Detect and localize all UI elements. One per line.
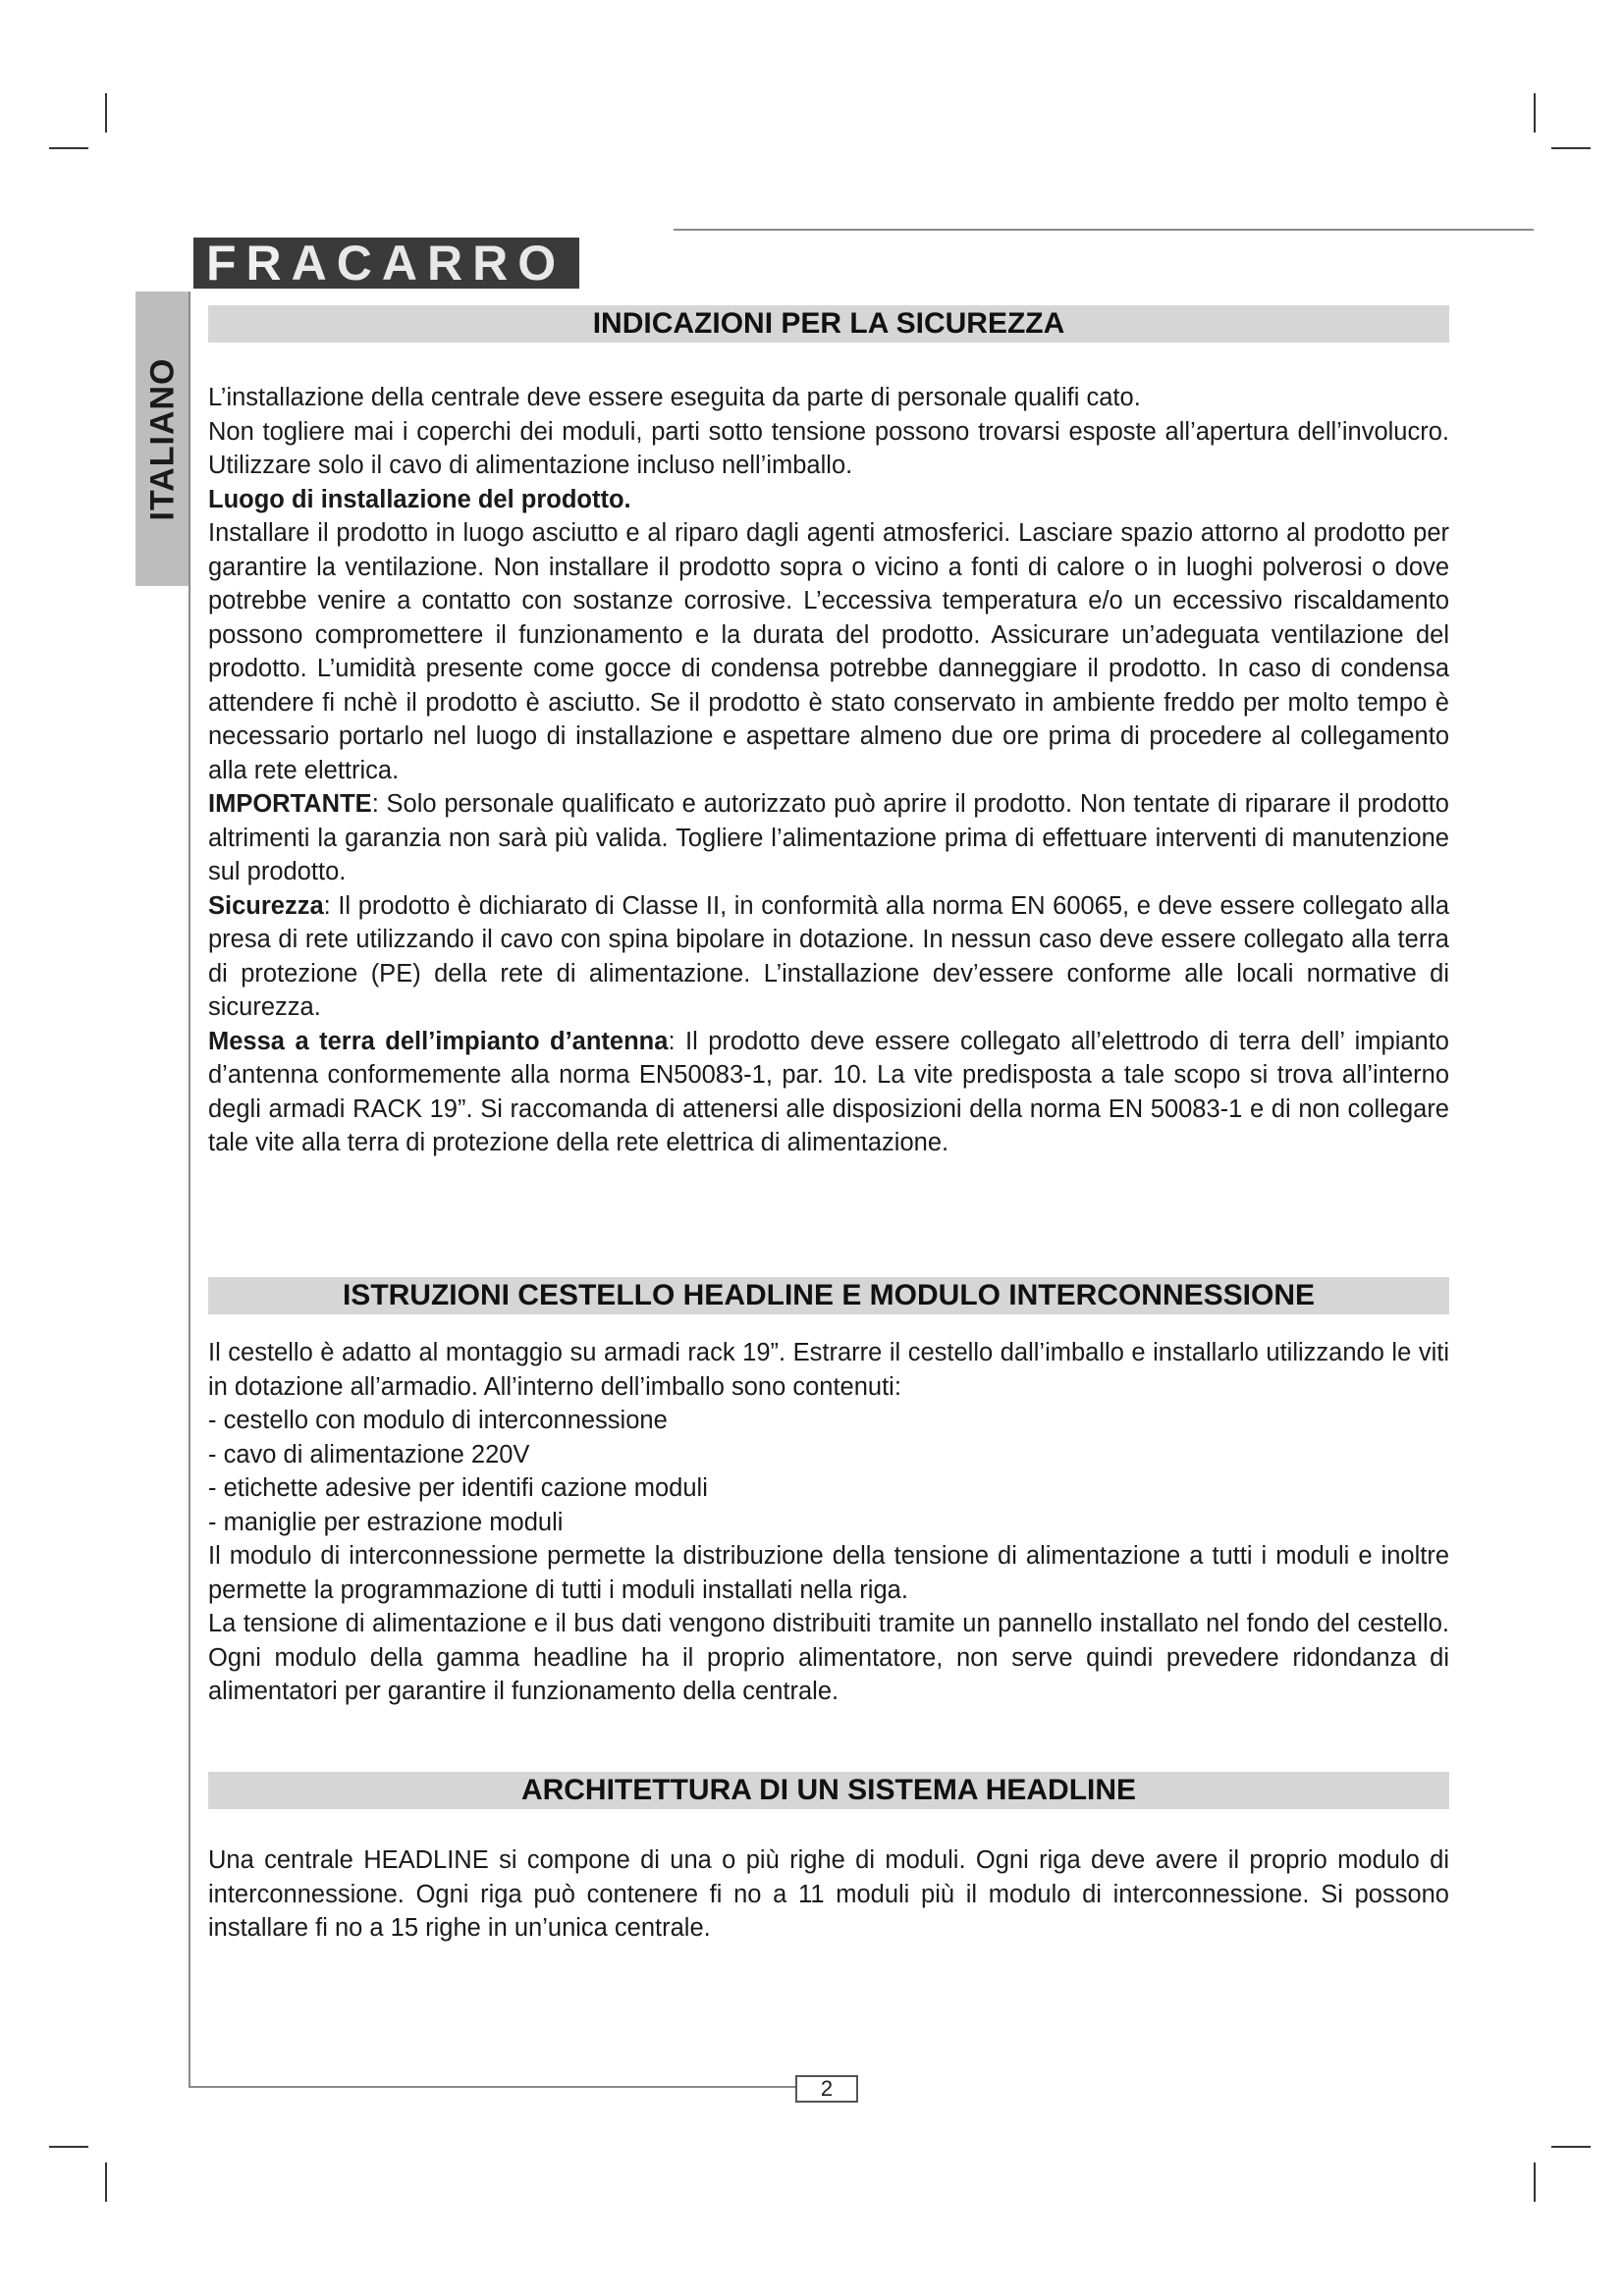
brand-logo-part2: ACARRO: [291, 236, 567, 291]
crop-mark: [49, 147, 88, 149]
ground-paragraph: [208, 1025, 1449, 1160]
safety-paragraph-1: L’installazione della centrale deve essere eseguita da parte di personale qualifi cato.: [208, 384, 1141, 411]
brand-logo-part1: FR: [206, 236, 292, 291]
crop-mark: [105, 2163, 107, 2202]
safety-section-body: [208, 381, 1449, 1160]
architecture-section-body: [208, 1843, 1449, 1946]
crop-mark: [105, 93, 107, 133]
page-frame-bottom: [189, 2086, 795, 2088]
section-title-instructions: ISTRUZIONI CESTELLO HEADLINE E MODULO INTERCONNESSIONE: [208, 1277, 1449, 1314]
ground-label: Messa a terra dell’impianto d’antenna: [208, 1027, 669, 1055]
header-rule: [674, 229, 1534, 231]
crop-mark: [1534, 2163, 1536, 2202]
instructions-paragraph-3: La tensione di alimentazione e il bus dati vengono distribuiti tramite un pannello installato nel fondo del cestello. Ogni modulo della gamma headline ha il proprio alimentatore, non serve quindi prevedere ridondanza di alimentatori per garantire il funzionamento della centrale.: [208, 1610, 1449, 1705]
crop-mark: [1551, 147, 1591, 149]
list-item: - etichette adesive per identifi cazione moduli: [208, 1474, 708, 1502]
ground-text: : Il prodotto deve essere collegato all’elettrodo di terra dell’ impianto d’antenna conformemente alla norma EN50083-1, par. 10. La vite predisposta a tale scopo si trova all’interno degli armadi RACK 19”. Si raccomanda di attenersi alle disposizioni della norma EN 50083-1 e di non collegare tale vite alla terra di protezione della rete elettrica di alimentazione.: [208, 1027, 1449, 1156]
instructions-section-body: [208, 1336, 1449, 1709]
page-number: 2: [795, 2075, 858, 2103]
location-heading: [208, 483, 1449, 517]
important-text: : Solo personale qualificato e autorizzato può aprire il prodotto. Non tentate di riparare il prodotto altrimenti la garanzia non sarà più valida. Togliere l’alimentazione prima di effettuare interventi di manutenzione sul prodotto.: [208, 790, 1449, 885]
instructions-intro: Il cestello è adatto al montaggio su armadi rack 19”. Estrarre il cestello dall’imballo e installarlo utilizzando le viti in dotazione all’armadio. All’interno dell’imballo sono contenuti:: [208, 1339, 1449, 1401]
important-label: IMPORTANTE: [208, 790, 372, 818]
crop-mark: [49, 2146, 88, 2148]
list-item: - maniglie per estrazione moduli: [208, 1508, 564, 1536]
crop-mark: [1534, 93, 1536, 133]
security-text: : Il prodotto è dichiarato di Classe II, in conformità alla norma EN 60065, e deve essere collegato alla presa di rete utilizzando il cavo con spina bipolare in dotazione. In nessun caso deve essere collegato alla terra di protezione (PE) della rete di alimentazione. L’installazione dev’essere conforme alle locali normative di sicurezza.: [208, 891, 1449, 1021]
location-paragraph: Installare il prodotto in luogo asciutto e al riparo dagli agenti atmosferici. Lasciare spazio attorno al prodotto per garantire la ventilazione. Non installare il prodotto sopra o vicino a fonti di calore o in luoghi polverosi o dove potrebbe venire a contatto con sostanze corrosive. L’eccessiva temperatura e/o un eccessivo riscaldamento possono compromettere il funzionamento e la durata del prodotto. Assicurare un’adeguata ventilazione del prodotto. L’umidità presente come gocce di condensa potrebbe danneggiare il prodotto. In caso di condensa attendere fi nchè il prodotto è asciutto. Se il prodotto è stato conservato in ambiente freddo per molto tempo è necessario portarlo nel luogo di installazione e aspettare almeno due ore prima di procedere al collegamento alla rete elettrica.: [208, 519, 1449, 784]
security-label: Sicurezza: [208, 891, 324, 920]
section-title-architecture: ARCHITETTURA DI UN SISTEMA HEADLINE: [208, 1772, 1449, 1809]
instructions-paragraph-2: Il modulo di interconnessione permette la distribuzione della tensione di alimentazione a tutti i moduli e inoltre permette la programmazione di tutti i moduli installati nella riga.: [208, 1542, 1449, 1604]
important-paragraph: [208, 787, 1449, 889]
security-paragraph: [208, 889, 1449, 1025]
language-tab-label: ITALIANO: [143, 356, 182, 521]
language-tab: [135, 292, 190, 586]
crop-mark: [1551, 2146, 1591, 2148]
list-item: - cavo di alimentazione 220V: [208, 1440, 530, 1468]
section-title-safety: INDICAZIONI PER LA SICUREZZA: [208, 305, 1449, 343]
brand-logo: [193, 238, 579, 289]
location-heading-text: Luogo di installazione del prodotto.: [208, 485, 631, 513]
list-item: - cestello con modulo di interconnessione: [208, 1407, 668, 1434]
page-frame-left: [189, 292, 190, 2088]
architecture-paragraph: Una centrale HEADLINE si compone di una o più righe di moduli. Ogni riga deve avere il proprio modulo di interconnessione. Ogni riga può contenere fi no a 11 moduli più il modulo di interconnessione. Si possono installare fi no a 15 righe in un’unica centrale.: [208, 1846, 1449, 1942]
safety-paragraph-2: Non togliere mai i coperchi dei moduli, parti sotto tensione possono trovarsi esposte all’apertura dell’involucro. Utilizzare solo il cavo di alimentazione incluso nell’imballo.: [208, 417, 1449, 479]
